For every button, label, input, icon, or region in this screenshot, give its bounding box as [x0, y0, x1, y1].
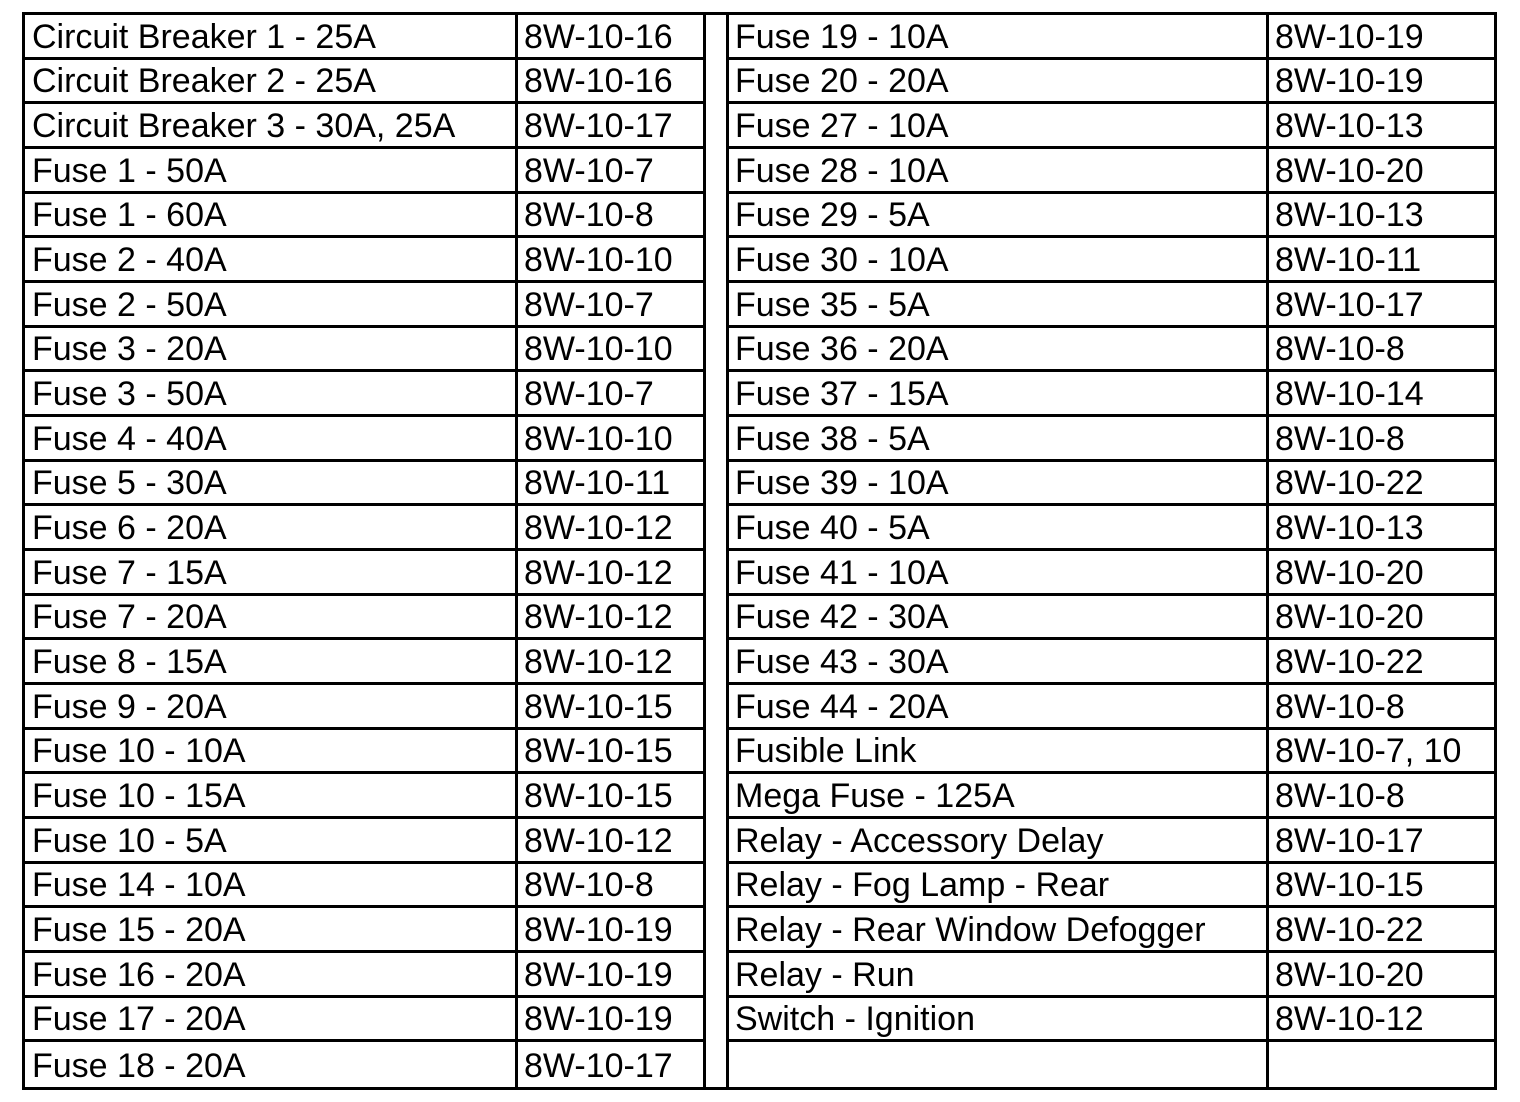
right-reference-cell: 8W-10-13	[1269, 104, 1497, 149]
right-component-cell: Mega Fuse - 125A	[729, 774, 1269, 819]
left-reference-cell: 8W-10-15	[518, 685, 703, 730]
left-component-cell: Fuse 10 - 15A	[25, 774, 518, 819]
right-component-cell: Fuse 40 - 5A	[729, 506, 1269, 551]
right-reference-cell: 8W-10-20	[1269, 596, 1497, 641]
right-component-cell: Fuse 20 - 20A	[729, 60, 1269, 105]
right-reference-cell: 8W-10-17	[1269, 283, 1497, 328]
left-reference-cell: 8W-10-16	[518, 60, 703, 105]
left-component-cell: Fuse 4 - 40A	[25, 417, 518, 462]
right-component-cell: Fuse 29 - 5A	[729, 194, 1269, 239]
left-component-cell: Fuse 8 - 15A	[25, 640, 518, 685]
right-reference-cell: 8W-10-22	[1269, 908, 1497, 953]
left-reference-cell: 8W-10-12	[518, 640, 703, 685]
right-component-cell: Fuse 42 - 30A	[729, 596, 1269, 641]
left-reference-cell: 8W-10-11	[518, 462, 703, 507]
left-reference-cell: 8W-10-12	[518, 596, 703, 641]
component-index-table	[22, 12, 1497, 1090]
left-component-cell: Fuse 1 - 60A	[25, 194, 518, 239]
right-reference-cell: 8W-10-11	[1269, 238, 1497, 283]
right-reference-cell: 8W-10-22	[1269, 462, 1497, 507]
left-reference-cell: 8W-10-10	[518, 417, 703, 462]
right-component-cell: Fuse 37 - 15A	[729, 372, 1269, 417]
right-reference-cell: 8W-10-20	[1269, 149, 1497, 194]
left-component-cell: Fuse 15 - 20A	[25, 908, 518, 953]
right-component-cell: Fuse 28 - 10A	[729, 149, 1269, 194]
right-component-cell: Fusible Link	[729, 730, 1269, 775]
right-component-cell: Fuse 36 - 20A	[729, 328, 1269, 373]
left-reference-cell: 8W-10-10	[518, 238, 703, 283]
left-reference-cell: 8W-10-15	[518, 730, 703, 775]
left-component-cell: Fuse 17 - 20A	[25, 998, 518, 1043]
right-reference-cell: 8W-10-20	[1269, 953, 1497, 998]
left-reference-cell: 8W-10-12	[518, 551, 703, 596]
left-reference-cell: 8W-10-8	[518, 864, 703, 909]
left-reference-cell: 8W-10-10	[518, 328, 703, 373]
left-reference-cell: 8W-10-7	[518, 372, 703, 417]
left-component-cell: Fuse 2 - 40A	[25, 238, 518, 283]
left-component-cell: Fuse 9 - 20A	[25, 685, 518, 730]
right-component-cell: Switch - Ignition	[729, 998, 1269, 1043]
right-component-cell	[729, 1042, 1269, 1087]
right-component-cell: Fuse 27 - 10A	[729, 104, 1269, 149]
right-reference-cell: 8W-10-17	[1269, 819, 1497, 864]
left-reference-cell: 8W-10-19	[518, 908, 703, 953]
left-reference-cell: 8W-10-16	[518, 15, 703, 60]
left-component-cell: Fuse 7 - 15A	[25, 551, 518, 596]
right-reference-cell: 8W-10-14	[1269, 372, 1497, 417]
right-reference-cell: 8W-10-8	[1269, 774, 1497, 819]
right-reference-cell: 8W-10-7, 10	[1269, 730, 1497, 775]
left-component-cell: Circuit Breaker 2 - 25A	[25, 60, 518, 105]
left-component-cell: Fuse 6 - 20A	[25, 506, 518, 551]
left-reference-cell: 8W-10-7	[518, 149, 703, 194]
left-reference-cell: 8W-10-12	[518, 506, 703, 551]
right-reference-cell: 8W-10-19	[1269, 15, 1497, 60]
left-reference-cell: 8W-10-7	[518, 283, 703, 328]
left-reference-cell: 8W-10-8	[518, 194, 703, 239]
right-component-cell: Fuse 43 - 30A	[729, 640, 1269, 685]
right-component-cell: Fuse 39 - 10A	[729, 462, 1269, 507]
right-reference-cell	[1269, 1042, 1497, 1087]
right-component-cell: Relay - Rear Window Defogger	[729, 908, 1269, 953]
left-reference-cell: 8W-10-12	[518, 819, 703, 864]
right-reference-cell: 8W-10-8	[1269, 328, 1497, 373]
left-component-cell: Fuse 10 - 5A	[25, 819, 518, 864]
column-separator	[703, 15, 729, 1087]
right-reference-cell: 8W-10-12	[1269, 998, 1497, 1043]
left-component-cell: Fuse 10 - 10A	[25, 730, 518, 775]
right-reference-cell: 8W-10-13	[1269, 194, 1497, 239]
right-component-cell: Fuse 19 - 10A	[729, 15, 1269, 60]
left-component-cell: Fuse 5 - 30A	[25, 462, 518, 507]
right-component-cell: Fuse 41 - 10A	[729, 551, 1269, 596]
left-component-cell: Fuse 1 - 50A	[25, 149, 518, 194]
left-component-cell: Circuit Breaker 3 - 30A, 25A	[25, 104, 518, 149]
left-reference-cell: 8W-10-19	[518, 998, 703, 1043]
left-component-cell: Fuse 3 - 50A	[25, 372, 518, 417]
left-component-cell: Fuse 14 - 10A	[25, 864, 518, 909]
left-reference-cell: 8W-10-15	[518, 774, 703, 819]
right-component-cell: Fuse 35 - 5A	[729, 283, 1269, 328]
left-component-cell: Fuse 2 - 50A	[25, 283, 518, 328]
left-component-cell: Fuse 7 - 20A	[25, 596, 518, 641]
right-reference-cell: 8W-10-8	[1269, 685, 1497, 730]
right-component-cell: Fuse 30 - 10A	[729, 238, 1269, 283]
right-reference-cell: 8W-10-22	[1269, 640, 1497, 685]
right-reference-cell: 8W-10-19	[1269, 60, 1497, 105]
right-component-cell: Fuse 44 - 20A	[729, 685, 1269, 730]
right-reference-cell: 8W-10-8	[1269, 417, 1497, 462]
left-reference-cell: 8W-10-17	[524, 1046, 673, 1085]
left-component-cell: Fuse 18 - 20A	[25, 1042, 518, 1087]
right-component-cell: Relay - Run	[729, 953, 1269, 998]
right-component-cell: Relay - Fog Lamp - Rear	[729, 864, 1269, 909]
left-component-cell: Fuse 16 - 20A	[25, 953, 518, 998]
left-component-cell: Fuse 3 - 20A	[25, 328, 518, 373]
left-reference-cell: 8W-10-17	[518, 104, 703, 149]
right-reference-cell: 8W-10-13	[1269, 506, 1497, 551]
right-reference-cell: 8W-10-15	[1269, 864, 1497, 909]
right-component-cell: Relay - Accessory Delay	[729, 819, 1269, 864]
right-reference-cell: 8W-10-20	[1269, 551, 1497, 596]
left-component-cell: Circuit Breaker 1 - 25A	[25, 15, 518, 60]
left-reference-cell: 8W-10-19	[518, 953, 703, 998]
right-component-cell: Fuse 38 - 5A	[729, 417, 1269, 462]
